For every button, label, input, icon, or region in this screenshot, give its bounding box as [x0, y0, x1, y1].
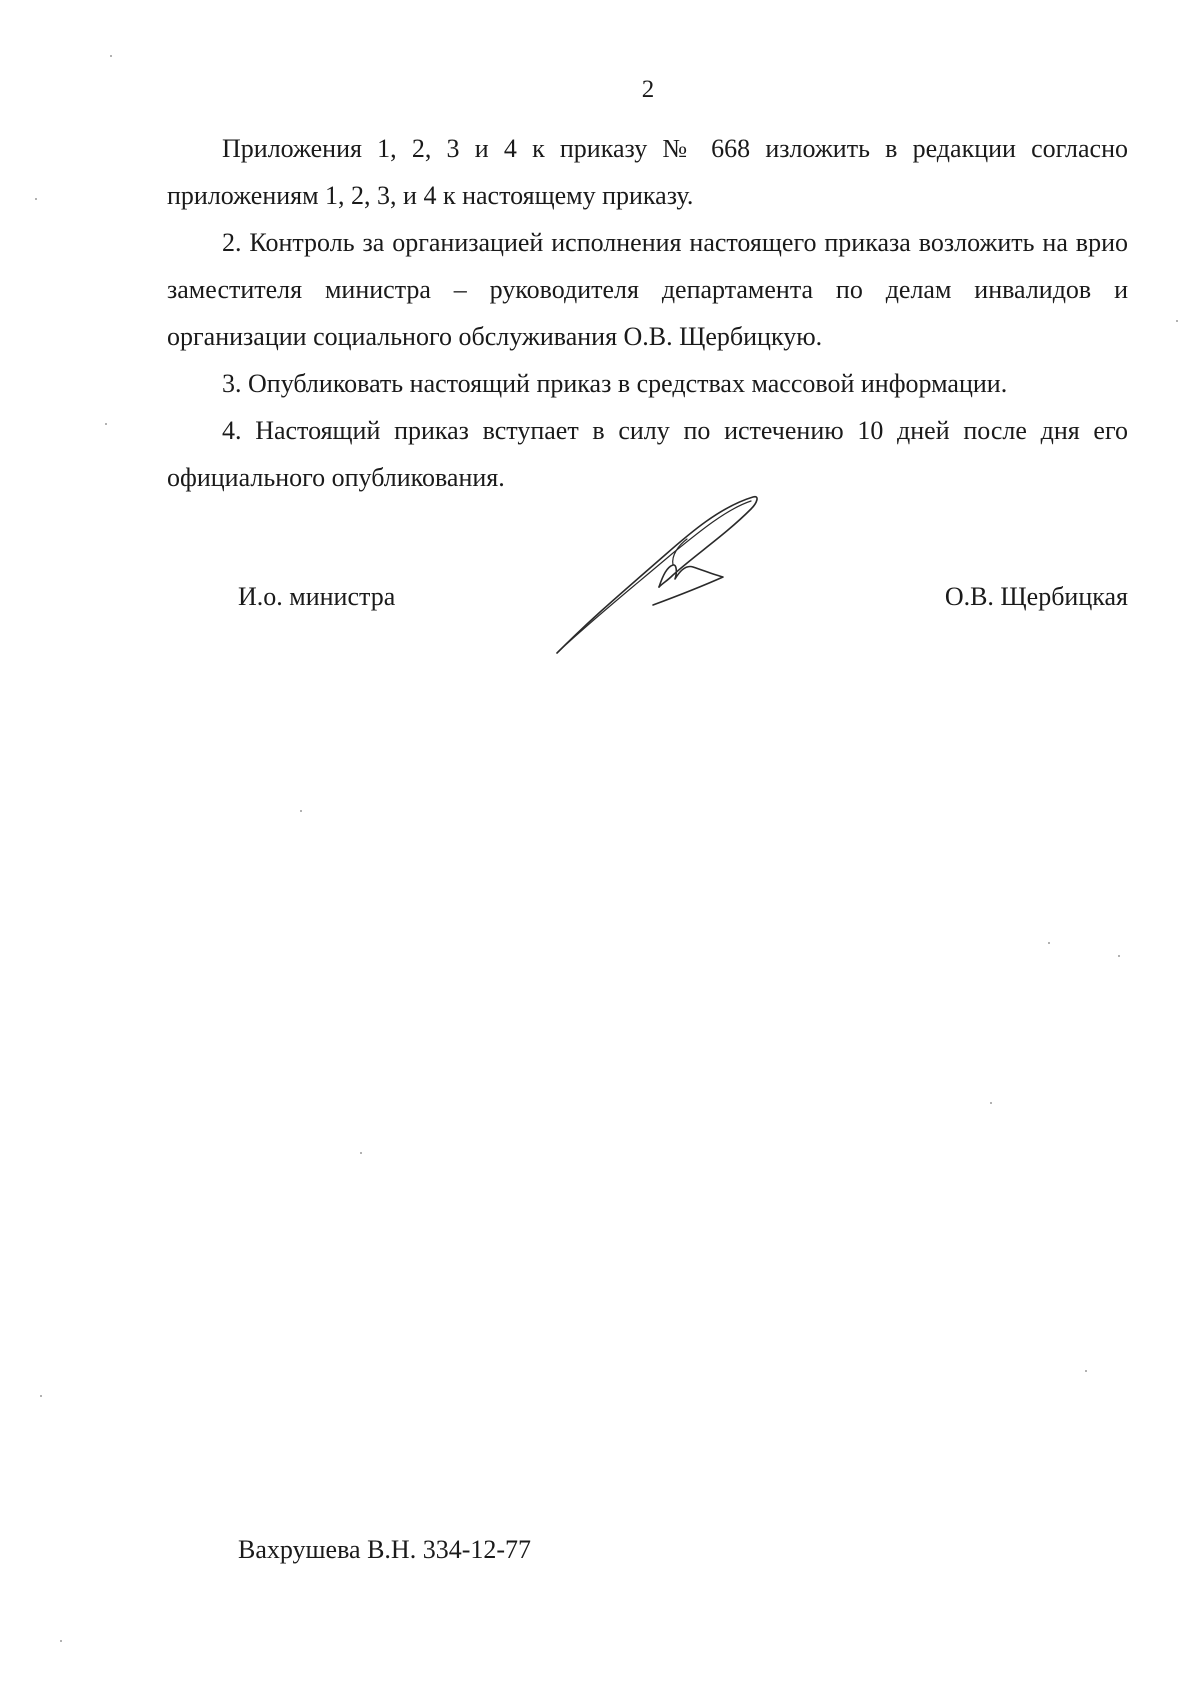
- signer-position: И.о. министра: [238, 582, 396, 611]
- executor-contact: Вахрушева В.Н. 334-12-77: [238, 1535, 532, 1564]
- scan-speck: [990, 1102, 992, 1104]
- scan-speck: [105, 423, 107, 425]
- document-body: [167, 125, 1128, 501]
- scan-speck: [1118, 955, 1120, 957]
- scan-speck: [1176, 320, 1178, 322]
- signer-name: О.В. Щербицкая: [944, 582, 1128, 611]
- scan-speck: [360, 1152, 362, 1154]
- paragraph-effective-date: 4. Настоящий приказ вступает в силу по истечению 10 дней после дня его официального опубликования.: [167, 416, 1128, 492]
- page-number: 2: [641, 76, 655, 103]
- scan-speck: [110, 55, 112, 57]
- scan-speck: [40, 1395, 42, 1397]
- paragraph-appendices: Приложения 1, 2, 3 и 4 к приказу № 668 изложить в редакции согласно приложениям 1, 2, 3, и 4 к настоящему приказу.: [167, 134, 1128, 210]
- scan-speck: [1085, 1370, 1087, 1372]
- scan-speck: [1048, 942, 1050, 944]
- scan-speck: [60, 1640, 62, 1642]
- scan-speck: [300, 810, 302, 812]
- scan-speck: [35, 198, 37, 200]
- handwritten-signature: [555, 495, 775, 655]
- paragraph-control: 2. Контроль за организацией исполнения настоящего приказа возложить на врио заместителя министра – руководителя департамента по делам инвалидов и организации социального обслуживания О.В. Щербицкую.: [167, 228, 1128, 351]
- signature-block: [0, 582, 1200, 622]
- paragraph-publish: 3. Опубликовать настоящий приказ в средствах массовой информации.: [222, 369, 1008, 398]
